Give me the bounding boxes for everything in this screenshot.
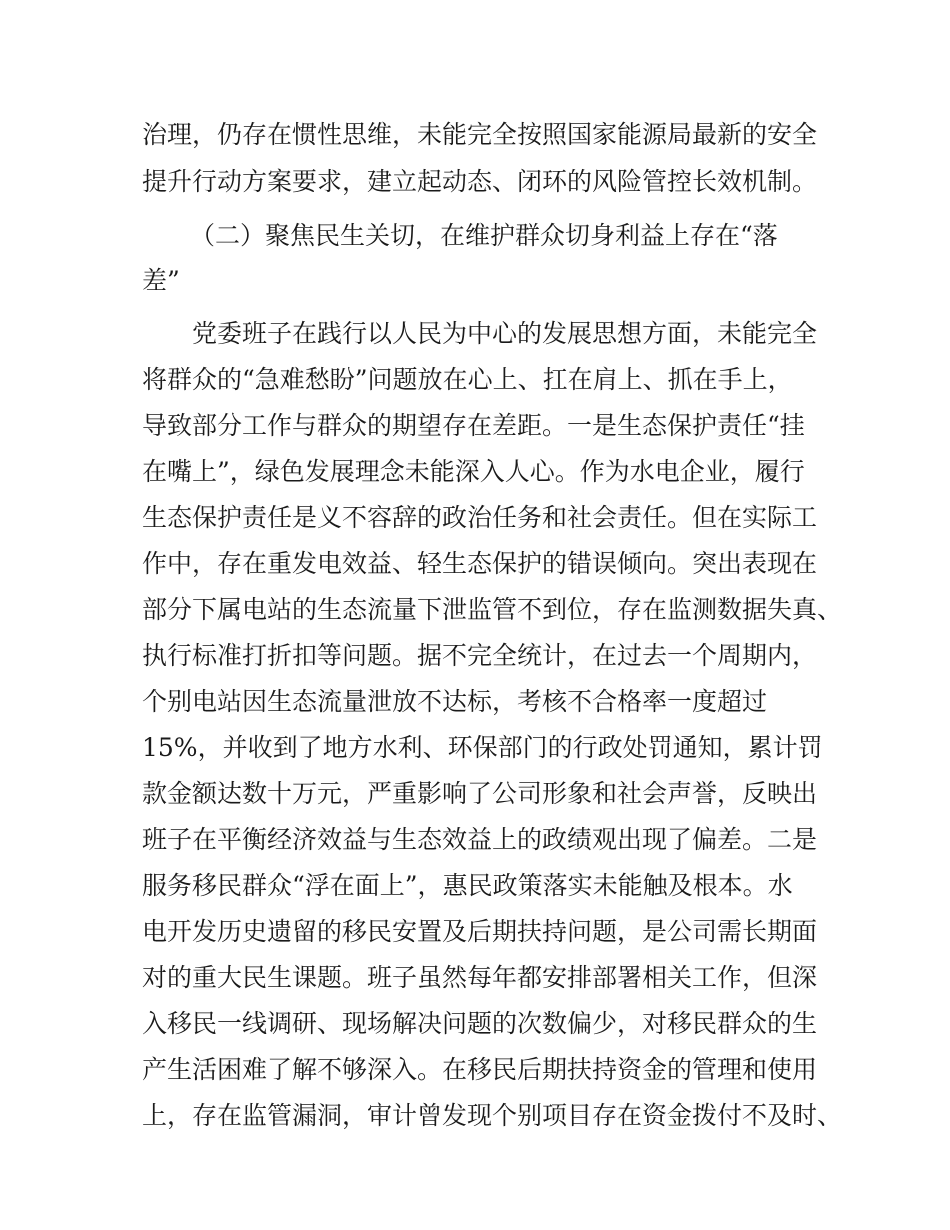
text-line: 生态保护责任是义不容辞的政治任务和社会责任。但在实际工 <box>142 503 818 532</box>
text-line: 执行标准打折扣等问题。据不完全统计，在过去一个周期内， <box>142 641 818 670</box>
text-line: 治理，仍存在惯性思维，未能完全按照国家能源局最新的安全 <box>142 120 818 149</box>
text-line: 在嘴上”，绿色发展理念未能深入人心。作为水电企业，履行 <box>142 457 805 486</box>
text-line: 导致部分工作与群众的期望存在差距。一是生态保护责任“挂 <box>142 411 805 440</box>
text-line: 部分下属电站的生态流量下泄监管不到位，存在监测数据失真、 <box>142 595 843 624</box>
text-line: 入移民一线调研、现场解决问题的次数偏少，对移民群众的生 <box>142 1009 818 1038</box>
text-line: 服务移民群众“浮在面上”，惠民政策落实未能触及根本。水 <box>142 871 793 900</box>
text-line: 产生活困难了解不够深入。在移民后期扶持资金的管理和使用 <box>142 1055 818 1084</box>
text-line: 班子在平衡经济效益与生态效益上的政绩观出现了偏差。二是 <box>142 825 818 854</box>
text-line: 将群众的“急难愁盼”问题放在心上、扛在肩上、抓在手上， <box>142 365 793 394</box>
text-line: 对的重大民生课题。班子虽然每年都安排部署相关工作，但深 <box>142 963 818 992</box>
text-line: 作中，存在重发电效益、轻生态保护的错误倾向。突出表现在 <box>142 549 818 578</box>
text-line: 提升行动方案要求，建立起动态、闭环的风险管控长效机制。 <box>142 167 818 196</box>
text-line: 上，存在监管漏洞，审计曾发现个别项目存在资金拨付不及时、 <box>142 1101 843 1130</box>
section-heading: （二）聚焦民生关切，在维护群众切身利益上存在“落 <box>190 221 778 250</box>
text-line: 个别电站因生态流量泄放不达标，考核不合格率一度超过 <box>142 687 768 716</box>
paragraph-first-line: 党委班子在践行以人民为中心的发展思想方面，未能完全 <box>192 319 818 348</box>
section-heading-continued: 差” <box>142 266 180 295</box>
text-line: 电开发历史遗留的移民安置及后期扶持问题，是公司需长期面 <box>142 917 818 946</box>
text-line: 15%，并收到了地方水利、环保部门的行政处罚通知，累计罚 <box>142 733 823 762</box>
text-line: 款金额达数十万元，严重影响了公司形象和社会声誉，反映出 <box>142 779 818 808</box>
